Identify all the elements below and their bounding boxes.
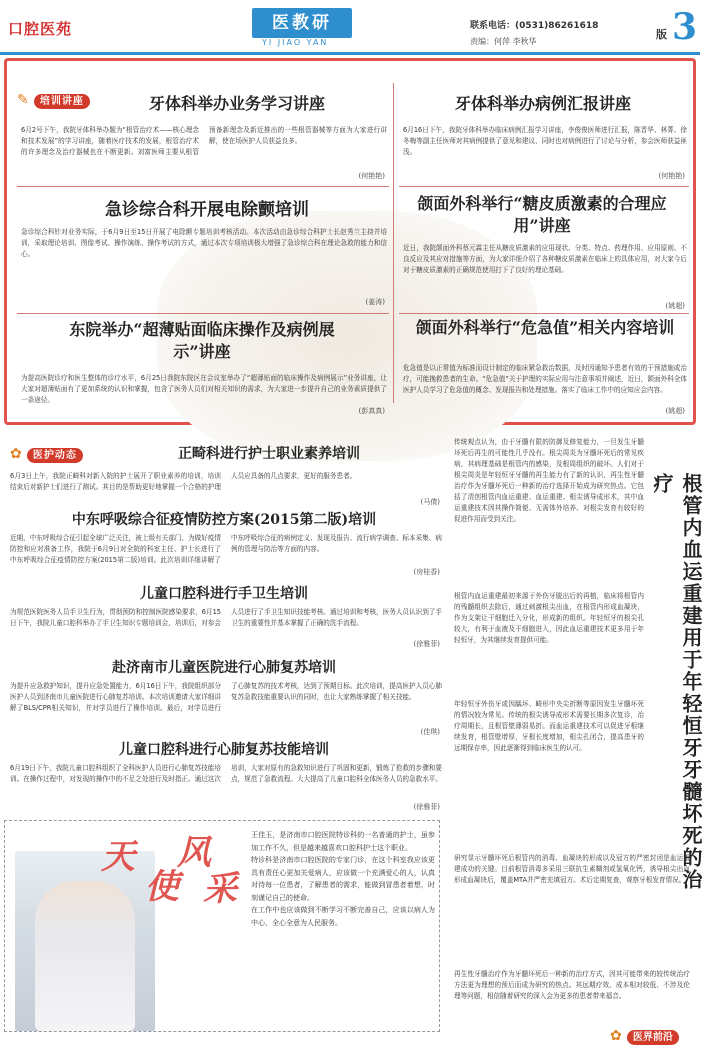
article-author: (徐雅菲) bbox=[413, 640, 440, 648]
article-body: 为规范医院医务人员手卫生行为，贯彻预防和控制医院感染要求，6月15日下午，我院儿童口腔科举办了手卫生知识专题培训会，培训后，对参会人员进行了手卫生知识技能考核。通过培训和考核，医务人员认识到了手卫生的重要性并基本掌握了正确的洗手流程。 bbox=[10, 608, 442, 627]
pen-icon: ✎ bbox=[17, 92, 29, 108]
article-body: 6月2号下午，我院牙体科举办题为“根管治疗术——核心理念和技术发展”的学习讲座，随着医疗技术的发展，根管治疗术的许多理念及治疗器械也在不断更新。刘富医师主要从根管预备新理念及新近推出的一些根管器械等方面为大家进行讲解，使在场医护人员获益良多。 bbox=[21, 126, 387, 156]
training-badge: 培训讲座 bbox=[34, 94, 90, 109]
article-title: 儿童口腔科进行心肺复苏技能培训 bbox=[119, 742, 329, 758]
article-author: (佳琪) bbox=[420, 728, 440, 736]
article-title: 儿童口腔科进行手卫生培训 bbox=[140, 586, 308, 602]
article-author: (姚超) bbox=[665, 302, 685, 310]
flower-icon: ✿ bbox=[10, 446, 22, 462]
article-body: 急诊综合科针对业务实际，于6月9日至15日开展了电除颤专题培训考核活动。本次活动由急诊综合科护士长赵秀兰主持并培训，采取理论培训、图像考试、操作演练、操作考试的方式，通过本次专项培训极大增强了急诊综合科在理论急救的能力和信心。 bbox=[21, 228, 387, 258]
row-divider bbox=[399, 313, 689, 314]
article-author: (姚超) bbox=[665, 407, 685, 415]
training-section bbox=[4, 58, 696, 425]
article-author: (徐雅菲) bbox=[413, 803, 440, 811]
flower-icon: ✿ bbox=[610, 1028, 622, 1044]
title-char: 使 bbox=[145, 867, 179, 907]
angel-body: 王佳玉，是济南市口腔医院特诊科的一名普通的护士，虽参加工作不久，但是越来越喜欢口腔科护士这个职业。 特诊科是济南市口腔医院的专家门诊，在这个科室我应该更具有责任心更加关爱病人，应该做一个充满爱心的人，认真对待每一位患者，了解患者的需求，能做到冒患者着想，时刻谨记自己的使命。 在工作中也应该做到不断学习不断完善自己，应该以病人为中心，全心全意为人民服务。 bbox=[251, 831, 435, 927]
training-header bbox=[17, 89, 90, 108]
row-divider bbox=[17, 186, 389, 187]
section-pinyin: YI JIAO YAN bbox=[262, 38, 329, 47]
page-header bbox=[0, 0, 700, 52]
frontier-body: 研究显示牙髓坏死后根管内的消毒、血凝块的形成以及冠方的严密封闭是血运重建成功的关键。目前根管消毒多采用三联抗生素糊剂或氢氧化钙，诱导根尖出血形成血凝块后，覆盖MTA并严密充填冠方。术后定期复查，观察牙根发育情况。 bbox=[454, 854, 690, 884]
article-author: (姜涛) bbox=[365, 298, 385, 306]
article-body: 为提高医院诊疗和医生整体的诊疗水平，6月25日我院东院区在会议室举办了“超薄贴面的临床操作及病例展示”业务讲座，让大家对超薄贴面有了更加系统的认识和掌握，包含了医务人员们对相关知识的需求，为大家进一步提升自己的业务素质提供了一条途径。 bbox=[21, 374, 387, 404]
frontier-header bbox=[610, 1025, 679, 1044]
title-char: 天 bbox=[101, 837, 135, 877]
article-body: 为提升应急救护知识，提升应急处置能力，6月16日下午，我院组织部分医护人员到济南市儿童医院进行心肺复苏培训。本次培训邀请大家详细讲解了BLS/CPR相关知识，并对学员进行了操作培训。最后，对学员进行了心肺复苏的技术考核，达到了预期目标。此次培训，提高医护人员心肺复苏急救技能重要认识的同时，也让大家熟练掌握了相关技能。 bbox=[10, 682, 442, 712]
nursing-badge: 医护动态 bbox=[27, 448, 83, 463]
article-title: 牙体科举办病例汇报讲座 bbox=[454, 94, 631, 113]
header-rule bbox=[0, 52, 700, 55]
article-body: 近期，中东呼吸综合征引起全球广泛关注，被上级有关部门、为做好疫情防控和应对准备工作，我院于6月9日对全院的科室主任、护士长进行了中东呼吸综合征疫情防控方案(2015第二版)培训。此次培训详细讲解了中东呼吸综合征的病例定义、发现及报告、流行病学调查、标本采集、病例的管理与防治等方面的内容。 bbox=[10, 534, 442, 564]
article-title: 颌面外科举行“糖皮质激素的合理应用”讲座 bbox=[417, 194, 667, 235]
article-author: (何艳艳) bbox=[358, 172, 385, 180]
frontier-badge: 医界前沿 bbox=[627, 1030, 679, 1045]
edition-label: 版 bbox=[656, 28, 667, 41]
article-title: 赴济南市儿童医院进行心肺复苏培训 bbox=[112, 660, 336, 676]
responsible-editor: 责编：何萍 李秋华 bbox=[470, 37, 537, 46]
frontier-body: 传统观点认为，由于牙髓有限的防御及修复能力，一旦发生牙髓坏死后再生的可能性几乎没有。根尖周炎为牙髓坏死后的常见疾病，其病理基础是根管内的感染，及根周组织的破坏。人们对于根尖周炎是年轻恒牙牙髓的再生能力有了新的认识，再生性牙髓治疗作为牙髓坏死后一种新的治疗选择开始成为研究热点。它包括了清创根管内血运重建、血运重建、根尖诱导成形术，其中血运重建技术因其操作简便、无需体外培养、对根尖发育有较好的促进作用而受到关注。 bbox=[454, 438, 644, 523]
article-body: 6月3日上午，我院正畸科对新入院的护士展开了职业素养的培训，培训结束后对新护士们进行了测试。其目的是帮助更好地掌握一个合格的护理人员应具备的几点要求，更好的服务患者。 bbox=[10, 472, 357, 491]
article-author: (房桂香) bbox=[413, 568, 440, 576]
article-title: 中东呼吸综合征疫情防控方案(2015第二版)培训 bbox=[71, 512, 377, 528]
frontier-body: 根管内血运重建最初来源于外伤牙脱出后的再植，临床将根管内的残髓组织去除后，通过刺激根尖出血，在根管内形成血凝块，作为支架让干细胞迁入分化，形成新的组织。年轻恒牙的根尖孔较大，有利于血液及干细胞进入，因此血运重建技术更多用于年轻恒牙，为其继续发育提供可能。 bbox=[454, 592, 644, 644]
title-char: 风 bbox=[177, 833, 211, 873]
frontier-title: 根管内血运重建用于年轻恒牙牙髓坏死的治疗 bbox=[650, 473, 703, 891]
frontier-body: 年轻恒牙外伤牙或因龋坏、畸形中央尖折断等原因发生牙髓坏死的情况较为常见。传统的根尖诱导成形术需要长期多次复诊，治疗周期长，且根管壁薄弱易折。而血运重建技术可以促进牙根继续发育，根管壁增厚，牙根长度增加，根尖孔闭合，提高患牙的远期保存率，因此逐渐得到临床医生的认可。 bbox=[454, 700, 644, 752]
article-body: 6月16日下午，我院牙体科举办临床病例汇报学习讲座，李俊俊医师进行汇报，陈晋华、林菁、徐冬梅等副主任医师对其病例提供了意见和建议，同时也对病例进行了讨论与分析，参会医师获益匪浅。 bbox=[403, 126, 687, 156]
article-title: 牙体科举办业务学习讲座 bbox=[148, 94, 325, 113]
article-title: 东院举办“超薄贴面临床操作及病例展示”讲座 bbox=[69, 320, 335, 361]
angel-profile bbox=[4, 820, 440, 1032]
row-divider bbox=[399, 186, 689, 187]
page-number: 3 bbox=[672, 6, 698, 48]
contact-phone: 联系电话：(0531)86261618 bbox=[470, 21, 599, 31]
newspaper-logo: 口腔医苑 bbox=[8, 20, 73, 38]
nursing-section bbox=[4, 433, 444, 813]
section-banner: 医教研 bbox=[252, 8, 352, 38]
row-divider bbox=[17, 313, 389, 314]
nursing-header bbox=[10, 443, 83, 462]
article-body: 6月19日下午，我院儿童口腔科组织了全科医护人员进行心肺复苏技能培训。在操作过程中，对发现的操作中的不足之处进行及时指正。通过这次培训，大家对原有的急救知识进行了巩固和更新，锻炼了抢救的步骤和要点，规范了急救流程。大大提高了儿童口腔科全体医务人员的急救水平。 bbox=[10, 764, 442, 783]
article-author: (马倩) bbox=[420, 498, 440, 506]
article-body: 危急值是以正常值为标准而设计制定的临床紧急救治数据，及时因通知予患者有效的干预措施或治疗，可能挽救患者的生命。“危急值”关于护理的实际应用与注意事项并阐述，近日，颌面外科全体医护人员学习了危急值的概念、发现报告和处理措施。落实了临床工作中的应知应会内容。 bbox=[403, 364, 687, 394]
article-body: 近日，我院颌面外科蔡元霖主任从糖皮质激素的应用现状、分类、特点、药理作用、应用原则、不良反应及其应对措施等方面，为大家详细介绍了各种糖皮质激素在临床上的具体应用，对大家今后对于糖皮质激素的正确规范使用打下了良好的理论基础。 bbox=[403, 244, 687, 274]
frontier-body: 再生性牙髓治疗作为牙髓坏死后一种新的治疗方式，因其可能带来的较传统治疗方法更为理想的预后而成为研究的热点。其远期疗效、成本相对较低、不涉及伦理等问题，相信随着研究的深入会为更多的患者带来福音。 bbox=[454, 970, 690, 1000]
frontier-section bbox=[450, 433, 703, 1045]
column-divider bbox=[393, 83, 394, 403]
article-title: 正畸科进行护士职业素养培训 bbox=[178, 446, 360, 462]
article-author: (彭真真) bbox=[358, 407, 385, 415]
nurse-figure bbox=[35, 881, 135, 1031]
article-author: (何艳艳) bbox=[658, 172, 685, 180]
article-title: 急诊综合科开展电除颤培训 bbox=[105, 200, 309, 220]
article-title: 颌面外科举行“危急值”相关内容培训 bbox=[415, 318, 675, 337]
title-char: 采 bbox=[203, 869, 237, 909]
